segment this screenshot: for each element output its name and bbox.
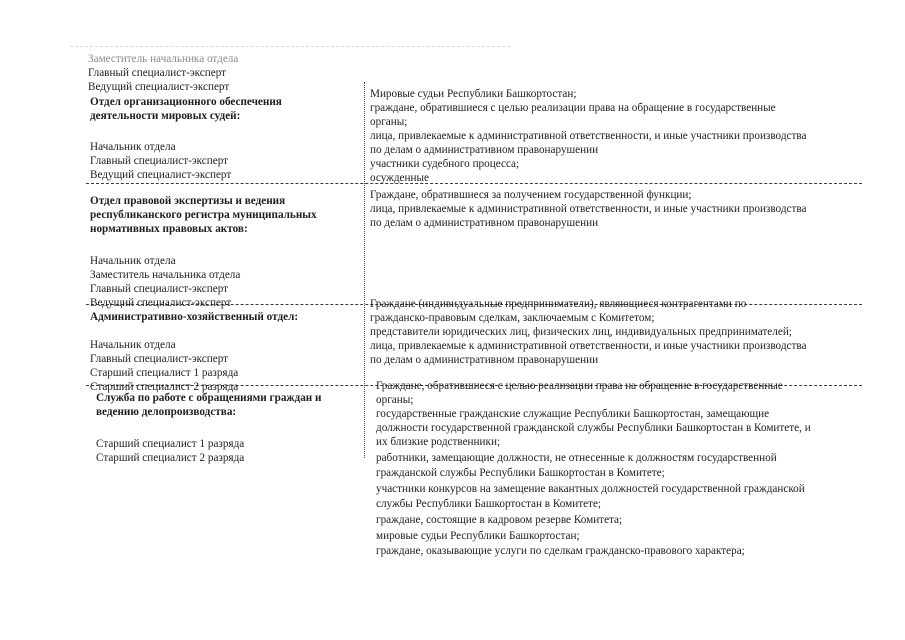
position-item: Старший специалист 1 разряда xyxy=(90,367,239,379)
description-line: Граждане (индивидуальные предприниматели), являющиеся контрагентами по xyxy=(370,298,747,310)
description-line: органы; xyxy=(376,394,414,406)
description-line: лица, привлекаемые к административной ответственности, и иные участники производства xyxy=(370,340,807,352)
position-item: Старший специалист 1 разряда xyxy=(96,438,245,450)
position-item: Главный специалист-эксперт xyxy=(90,353,229,365)
description-line: граждане, состоящие в кадровом резерве Комитета; xyxy=(376,514,623,526)
department-heading: нормативных правовых актов: xyxy=(90,223,248,235)
description-line: органы; xyxy=(370,116,408,128)
description-line: их близкие родственники; xyxy=(376,436,501,448)
position-item: Главный специалист-эксперт xyxy=(90,155,229,167)
department-heading: Служба по работе с обращениями граждан и xyxy=(96,392,322,404)
description-line: мировые судьи Республики Башкортостан; xyxy=(376,530,580,542)
position-item: Начальник отдела xyxy=(90,141,176,153)
position-item: Заместитель начальника отдела xyxy=(90,269,241,281)
description-line: лица, привлекаемые к административной ответственности, и иные участники производства xyxy=(370,203,807,215)
table-column-divider xyxy=(364,82,365,458)
department-heading: Отдел организационного обеспечения xyxy=(90,96,282,108)
position-item: Старший специалист 2 разряда xyxy=(90,381,239,393)
description-line: лица, привлекаемые к административной ответственности, и иные участники производства xyxy=(370,130,807,142)
department-heading: ведению делопроизводства: xyxy=(96,406,237,418)
description-line: участники конкурсов на замещение вакантных должностей государственной гражданской xyxy=(376,483,805,495)
position-item: Главный специалист-эксперт xyxy=(90,283,229,295)
description-line: представители юридических лиц, физических лиц, индивидуальных предпринимателей; xyxy=(370,326,792,338)
description-line: осужденные xyxy=(370,172,429,184)
description-line: по делам о административном правонарушении xyxy=(370,354,599,366)
top-fragment-line: Главный специалист-эксперт xyxy=(88,67,227,79)
description-line: граждане, оказывающие услуги по сделкам гражданско-правового характера; xyxy=(376,545,745,557)
description-line: Граждане, обратившиеся с целью реализации права на обращение в государственные xyxy=(376,380,783,392)
description-line: работники, замещающие должности, не отнесенные к должностям государственной xyxy=(376,452,777,464)
description-line: Мировые судьи Республики Башкортостан; xyxy=(370,88,577,100)
description-line: граждане, обратившиеся с целью реализации права на обращение в государственные xyxy=(370,102,776,114)
table-row-divider xyxy=(86,183,862,184)
department-heading: Отдел правовой экспертизы и ведения xyxy=(90,195,286,207)
description-line: службы Республики Башкортостан в Комитете; xyxy=(376,498,602,510)
scan-artifact-line xyxy=(70,46,510,47)
position-item: Ведущий специалист-эксперт xyxy=(90,297,232,309)
position-item: Начальник отдела xyxy=(90,255,176,267)
description-line: государственные гражданские служащие Республики Башкортостан, замещающие xyxy=(376,408,770,420)
position-item: Ведущий специалист-эксперт xyxy=(90,169,232,181)
top-fragment-line: Заместитель начальника отдела xyxy=(88,53,239,65)
description-line: участники судебного процесса; xyxy=(370,158,520,170)
department-heading: республиканского регистра муниципальных xyxy=(90,209,317,221)
description-line: должности государственной гражданской службы Республики Башкортостан в Комитете, и xyxy=(376,422,811,434)
description-line: Граждане, обратившиеся за получением государственной функции; xyxy=(370,189,692,201)
department-heading: Административно-хозяйственный отдел: xyxy=(90,311,299,323)
position-item: Начальник отдела xyxy=(90,339,176,351)
department-heading: деятельности мировых судей: xyxy=(90,110,241,122)
description-line: гражданской службы Республики Башкортостан в Комитете; xyxy=(376,467,665,479)
top-fragment-line: Ведущий специалист-эксперт xyxy=(88,81,230,93)
description-line: гражданско-правовым сделкам, заключаемым с Комитетом; xyxy=(370,312,655,324)
description-line: по делам о административном правонарушении xyxy=(370,144,599,156)
description-line: по делам о административном правонарушении xyxy=(370,217,599,229)
position-item: Старший специалист 2 разряда xyxy=(96,452,245,464)
